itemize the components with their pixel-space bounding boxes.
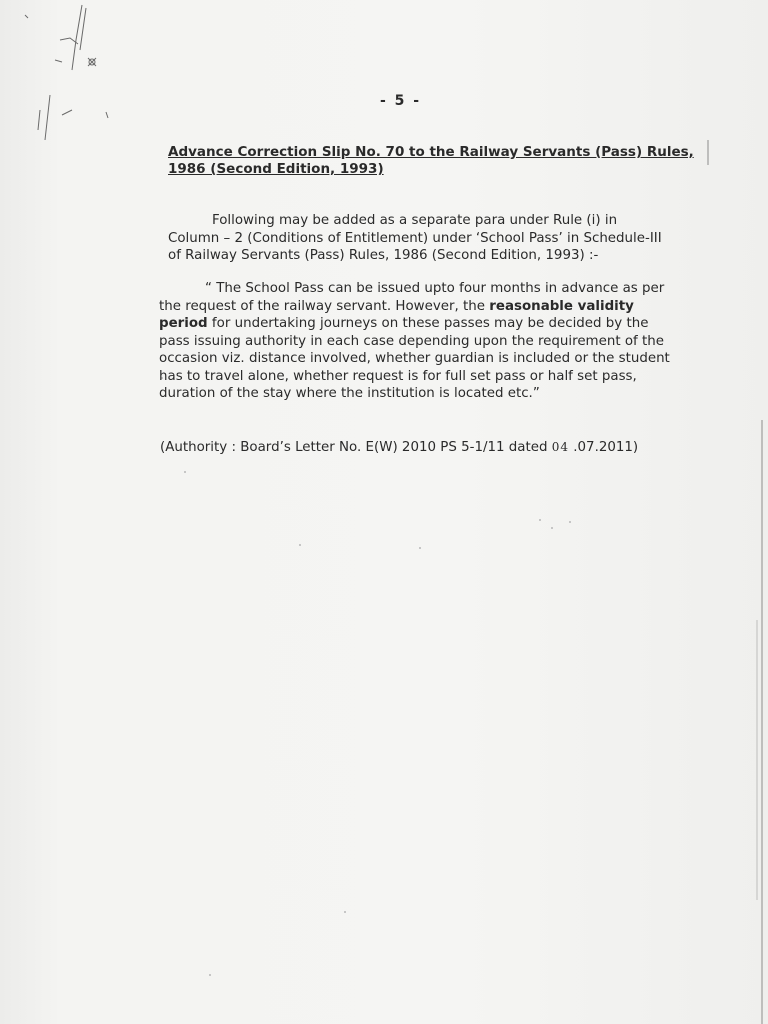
paragraph2-line-5: occasion viz. distance involved, whether guardian is included or the student	[159, 351, 670, 366]
paragraph2-line-6: has to travel alone, whether request is for full set pass or half set pass,	[159, 368, 637, 384]
handwritten-day: 04	[551, 440, 570, 454]
document-heading	[168, 144, 694, 178]
authority-suffix: .07.2011)	[573, 440, 639, 455]
paragraph2-line-2	[159, 298, 651, 316]
paragraph-school-pass-rule	[159, 280, 670, 403]
paragraph2-line-2-text: the request of the railway servant. However, the	[159, 298, 485, 314]
heading-line-1: Advance Correction Slip No. 70 to the Railway Servants (Pass) Rules,	[168, 144, 694, 160]
paragraph2-line-3	[159, 315, 651, 333]
heading-line-2: 1986 (Second Edition, 1993)	[168, 161, 384, 177]
authority-citation	[160, 440, 638, 455]
paragraph2-line-4: pass issuing authority in each case depending upon the requirement of the	[159, 333, 664, 349]
paragraph2-line-7: duration of the stay where the institution is located etc.”	[159, 386, 540, 401]
paragraph-instruction	[168, 212, 662, 265]
reasonable-validity-bold: reasonable validity	[489, 298, 634, 314]
paragraph2-line-3-text: for undertaking journeys on these passes may be decided by the	[211, 316, 649, 331]
paragraph2-line-1: “ The School Pass can be issued upto four months in advance as per	[205, 281, 665, 296]
paragraph1-line-2: Column – 2 (Conditions of Entitlement) under ‘School Pass’ in Schedule-III	[168, 230, 662, 246]
period-bold: period	[159, 316, 208, 331]
paragraph1-line-1: Following may be added as a separate para under Rule (i) in	[212, 213, 618, 228]
authority-prefix: (Authority : Board’s Letter No. E(W) 2010 PS 5-1/11 dated	[160, 440, 548, 455]
page-number: - 5 -	[380, 93, 422, 109]
paragraph1-line-3: of Railway Servants (Pass) Rules, 1986 (Second Edition, 1993) :-	[168, 248, 599, 263]
